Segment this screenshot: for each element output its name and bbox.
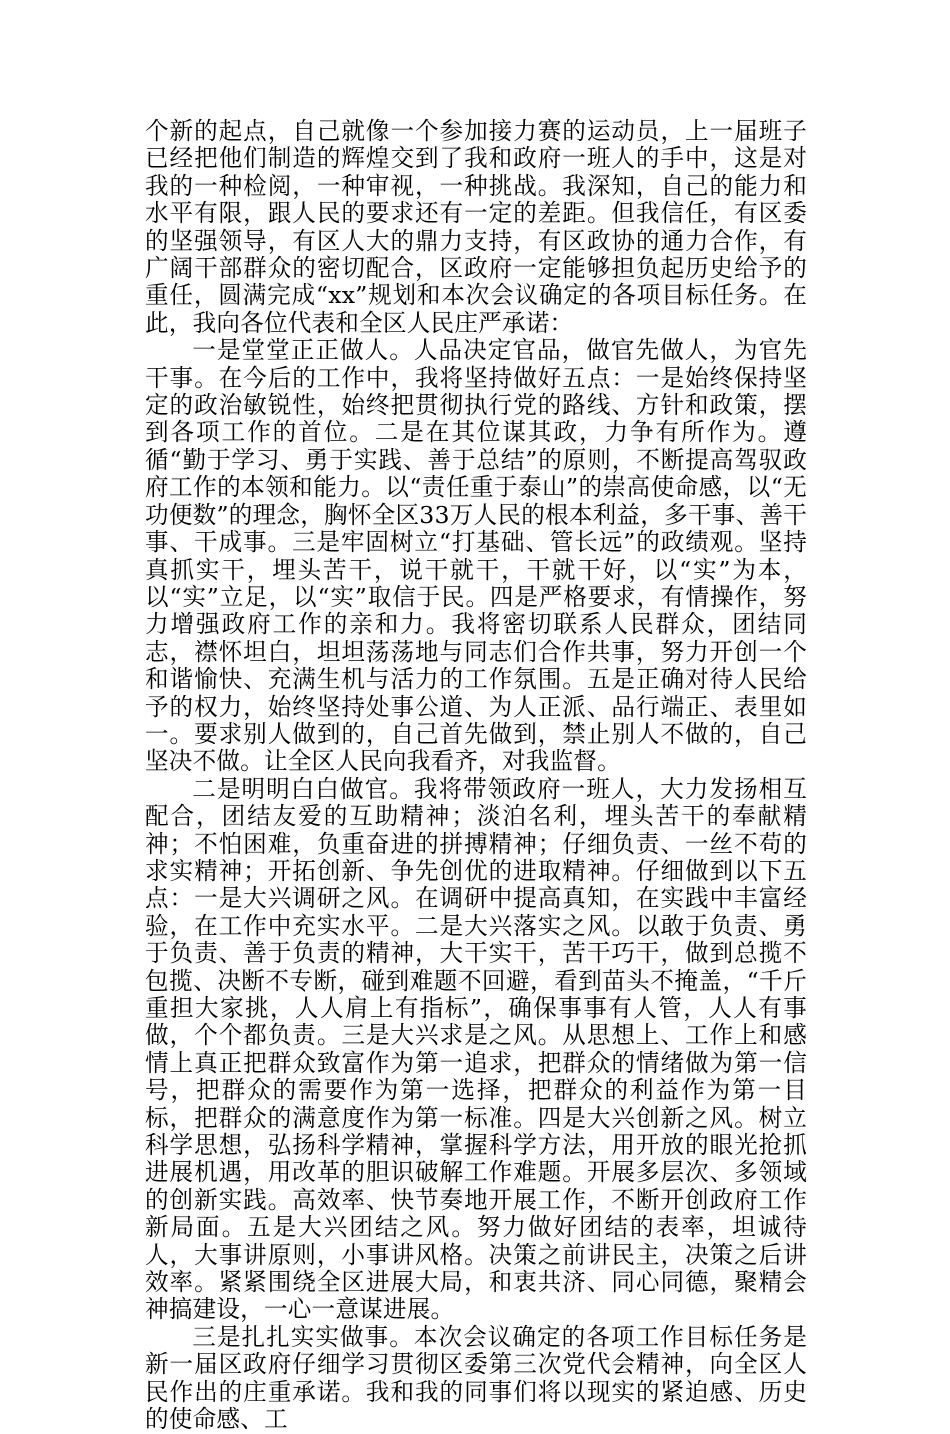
paragraph-pledge-two: 二是明明白白做官。我将带领政府一班人，大力发扬相互配合，团结友爱的互助精神；淡泊名利，埋头苦干的奉献精神；不怕困难，负重奋进的拼搏精神；仔细负责、一丝不苟的求实精神；开拓创新、争先创优的进取精神。仔细做到以下五点：一是大兴调研之风。在调研中提高真知，在实践中丰富经验，在工作中充实水平。二是大兴落实之风。以敢于负责、勇于负责、善于负责的精神，大干实干，苦干巧干，做到总揽不包揽、决断不专断，碰到难题不回避，看到苗头不掩盖，“千斤重担大家挑，人人肩上有指标”，确保事事有人管，人人有事做，个个都负责。三是大兴求是之风。从思想上、工作上和感情上真正把群众致富作为第一追求，把群众的情绪做为第一信号，把群众的需要作为第一选择，把群众的利益作为第一目标，把群众的满意度作为第一标准。四是大兴创新之风。树立科学思想，弘扬科学精神，掌握科学方法，用开放的眼光抢抓进展机遇，用改革的胆识破解工作难题。开展多层次、多领域的创新实践。高效率、快节奏地开展工作，不断开创政府工作新局面。五是大兴团结之风。努力做好团结的表率，坦诚待人，大事讲原则，小事讲风格。决策之前讲民主，决策之后讲效率。紧紧围绕全区进展大局，和衷共济、同心同德，聚精会神搞建设，一心一意谋进展。: [145, 774, 807, 1324]
paragraph-pledge-three: 三是扎扎实实做事。本次会议确定的各项工作目标任务是新一届区政府仔细学习贯彻区委第三次党代会精神，向全区人民作出的庄重承诺。我和我的同事们将以现实的紧迫感、历史的使命感、工: [145, 1322, 807, 1434]
document-page: [145, 118, 807, 1434]
paragraph-pledge-one: 一是堂堂正正做人。人品决定官品，做官先做人，为官先干事。在今后的工作中，我将坚持做好五点：一是始终保持坚定的政治敏锐性，始终把贯彻执行党的路线、方针和政策，摆到各项工作的首位。二是在其位谋其政，力争有所作为。遵循“勤于学习、勇于实践、善于总结”的原则，不断提高驾驭政府工作的本领和能力。以“责任重于泰山”的崇高使命感，以“无功便数”的理念，胸怀全区33万人民的根本利益，多干事、善干事、干成事。三是牢固树立“打基础、管长远”的政绩观。坚持真抓实干，埋头苦干，说干就干，干就干好，以“实”为本，以“实”立足，以“实”取信于民。四是严格要求，有情操作，努力增强政府工作的亲和力。我将密切联系人民群众，团结同志，襟怀坦白，坦坦荡荡地与同志们合作共事，努力开创一个和谐愉快、充满生机与活力的工作氛围。五是正确对待人民给予的权力，始终坚持处事公道、为人正派、品行端正、表里如一。要求别人做到的，自己首先做到，禁止别人不做的，自己坚决不做。让全区人民向我看齐，对我监督。: [145, 336, 807, 776]
paragraph-intro: 个新的起点，自己就像一个参加接力赛的运动员，上一届班子已经把他们制造的辉煌交到了我和政府一班人的手中，这是对我的一种检阅，一种审视，一种挑战。我深知，自己的能力和水平有限，跟人民的要求还有一定的差距。但我信任，有区委的坚强领导，有区人大的鼎力支持，有区政协的通力合作，有广阔干部群众的密切配合，区政府一定能够担负起历史给予的重任，圆满完成“xx”规划和本次会议确定的各项目标任务。在此，我向各位代表和全区人民庄严承诺：: [145, 117, 807, 337]
